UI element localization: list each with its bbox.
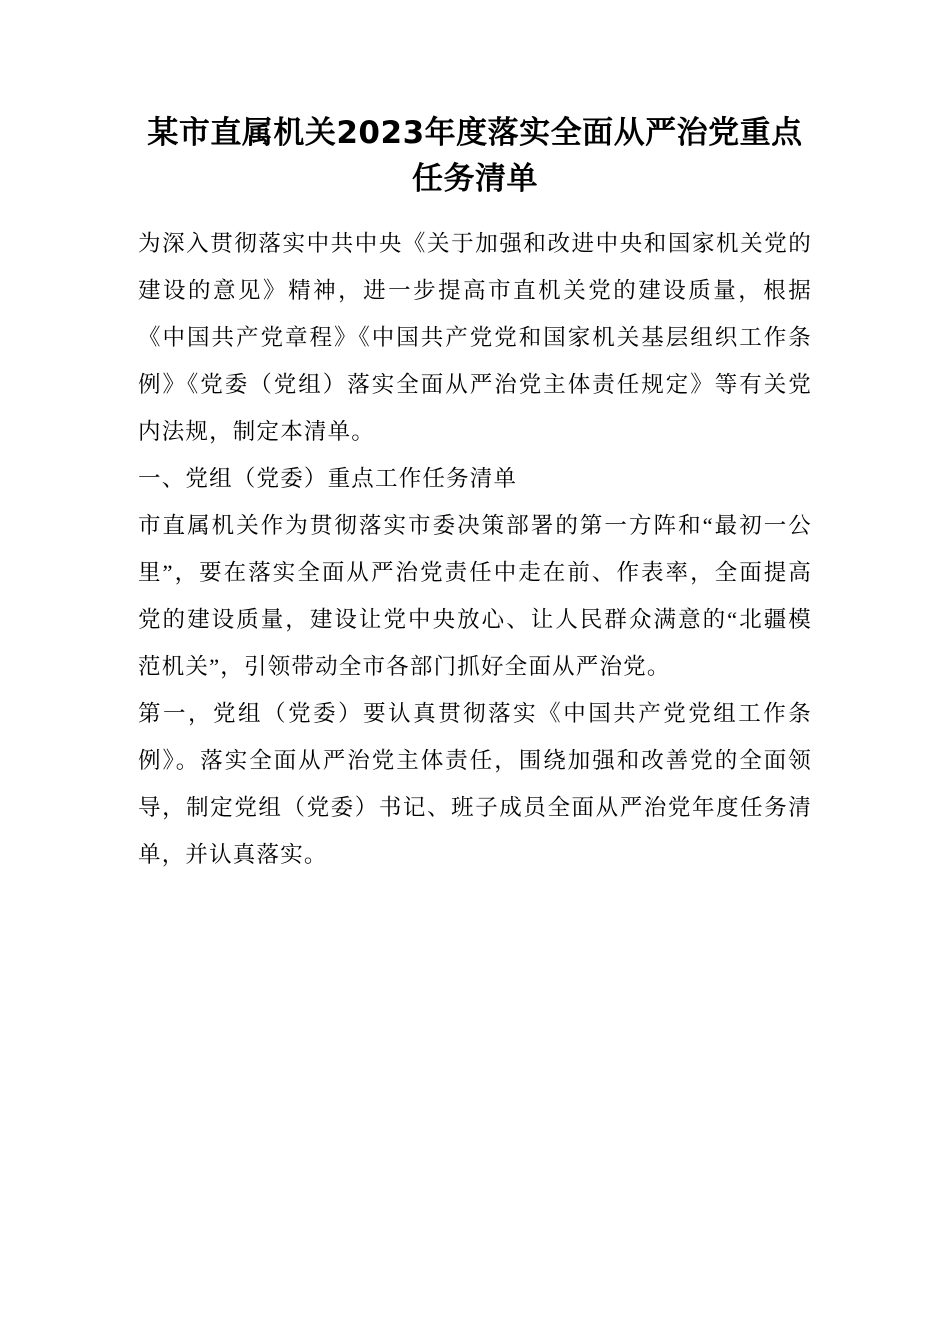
section-heading-1: 一、党组（党委）重点工作任务清单 bbox=[138, 466, 518, 491]
page-title: 某市直属机关2023年度落实全面从严治党重点任务清单 bbox=[147, 115, 803, 197]
paragraph-2: 市直属机关作为贯彻落实市委决策部署的第一方阵和“最初一公里”，要在落实全面从严治党责任中走在前、作表率，全面提高党的建设质量，建设让党中央放心、让人民群众满意的“北疆模范机关”，引领带动全市各部门抓好全面从严治党。 bbox=[138, 513, 812, 679]
paragraph-3: 第一，党组（党委）要认真贯彻落实《中国共产党党组工作条例》。落实全面从严治党主体责任，围绕加强和改善党的全面领导，制定党组（党委）书记、班子成员全面从严治党年度任务清单，并认真落实。 bbox=[138, 701, 812, 867]
paragraph-1: 为深入贯彻落实中共中央《关于加强和改进中央和国家机关党的建设的意见》精神，进一步提高市直机关党的建设质量，根据《中国共产党章程》《中国共产党党和国家机关基层组织工作条例》《党委（党组）落实全面从严治党主体责任规定》等有关党内法规，制定本清单。 bbox=[138, 231, 812, 444]
